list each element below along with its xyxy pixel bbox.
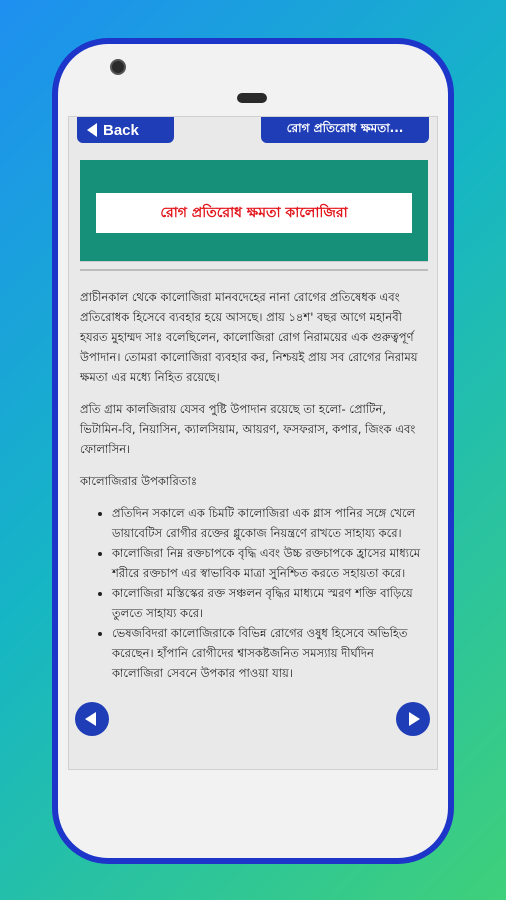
back-arrow-icon: [87, 123, 97, 137]
article-body: [80, 287, 428, 683]
banner: [80, 160, 428, 262]
back-button[interactable]: [77, 117, 174, 143]
section-heading: কালোজিরার উপকারিতাঃ: [80, 474, 197, 488]
benefits-list: [112, 503, 428, 683]
article-paragraph: প্রতি গ্রাম কালজিরায় যেসব পুষ্টি উপাদান রয়েছে তা হলো- প্রোটিন, ভিটামিন-বি, নিয়াসিন, ক্যালসিয়াম, আয়রণ, ফসফরাস, কপার, জিংক এবং ফোলাসিন।: [80, 402, 416, 456]
list-item: • কালোজিরা নিম্ন রক্তচাপকে বৃদ্ধি এবং উচ্চ রক্তচাপকে হ্রাসের মাধ্যমে শরীরে রক্তচাপ এর স্বাভাবিক মাত্রা সুনিশ্চিত করতে সহায়তা করে।: [112, 543, 428, 583]
chevron-right-icon: [409, 712, 420, 726]
page-title-button[interactable]: [261, 117, 429, 143]
divider: [80, 269, 428, 271]
app-screen: [68, 116, 438, 770]
list-item: • ভেষজবিদরা কালোজিরাকে বিভিন্ন রোগের ওষুধ হিসেবে অভিহিত করেছেন। হাঁপানি রোগীদের শ্বাসকষ্টজনিত সমস্যায় দীর্ঘদিন কালোজিরা সেবনে উপকার পাওয়া যায়।: [112, 623, 428, 683]
speaker-icon: [237, 93, 267, 103]
previous-page-button[interactable]: [75, 702, 109, 736]
article-content[interactable]: [80, 160, 428, 770]
top-bar: [69, 117, 438, 145]
chevron-left-icon: [85, 712, 96, 726]
banner-heading: রোগ প্রতিরোধ ক্ষমতা কালোজিরা: [96, 193, 412, 233]
list-item: • কালোজিরা মস্তিস্কের রক্ত সঞ্চলন বৃদ্ধির মাধ্যমে স্মরণ শক্তি বাড়িয়ে তুলতে সাহায্য করে।: [112, 583, 428, 623]
page-title: রোগ প্রতিরোধ ক্ষমতা...: [286, 121, 404, 135]
back-label: Back: [103, 121, 139, 139]
article-paragraph: প্রাচীনকাল থেকে কালোজিরা মানবদেহের নানা রোগের প্রতিষেধক এবং প্রতিরোধক হিসেবে ব্যবহার হয়ে আসছে। প্রায় ১৪শ' বছর আগে মহানবী হযরত মুহাম্মদ সাঃ বলেছিলেন, কালোজিরা রোগ নিরাময়ের এক গুরুত্বপূর্ণ উপাদান। তোমরা কালোজিরা ব্যবহার কর, নিশ্চয়ই প্রায় সব রোগের নিরাময় ক্ষমতা এর মধ্যে নিহিত রয়েছে।: [80, 290, 418, 384]
next-page-button[interactable]: [396, 702, 430, 736]
camera-icon: [110, 59, 126, 75]
list-item: • প্রতিদিন সকালে এক চিমটি কালোজিরা এক গ্লাস পানির সঙ্গে খেলে ডায়াবেটিস রোগীর রক্তের গ্লুকোজ নিয়ন্ত্রণে রাখতে সাহায্য করে।: [112, 503, 428, 543]
